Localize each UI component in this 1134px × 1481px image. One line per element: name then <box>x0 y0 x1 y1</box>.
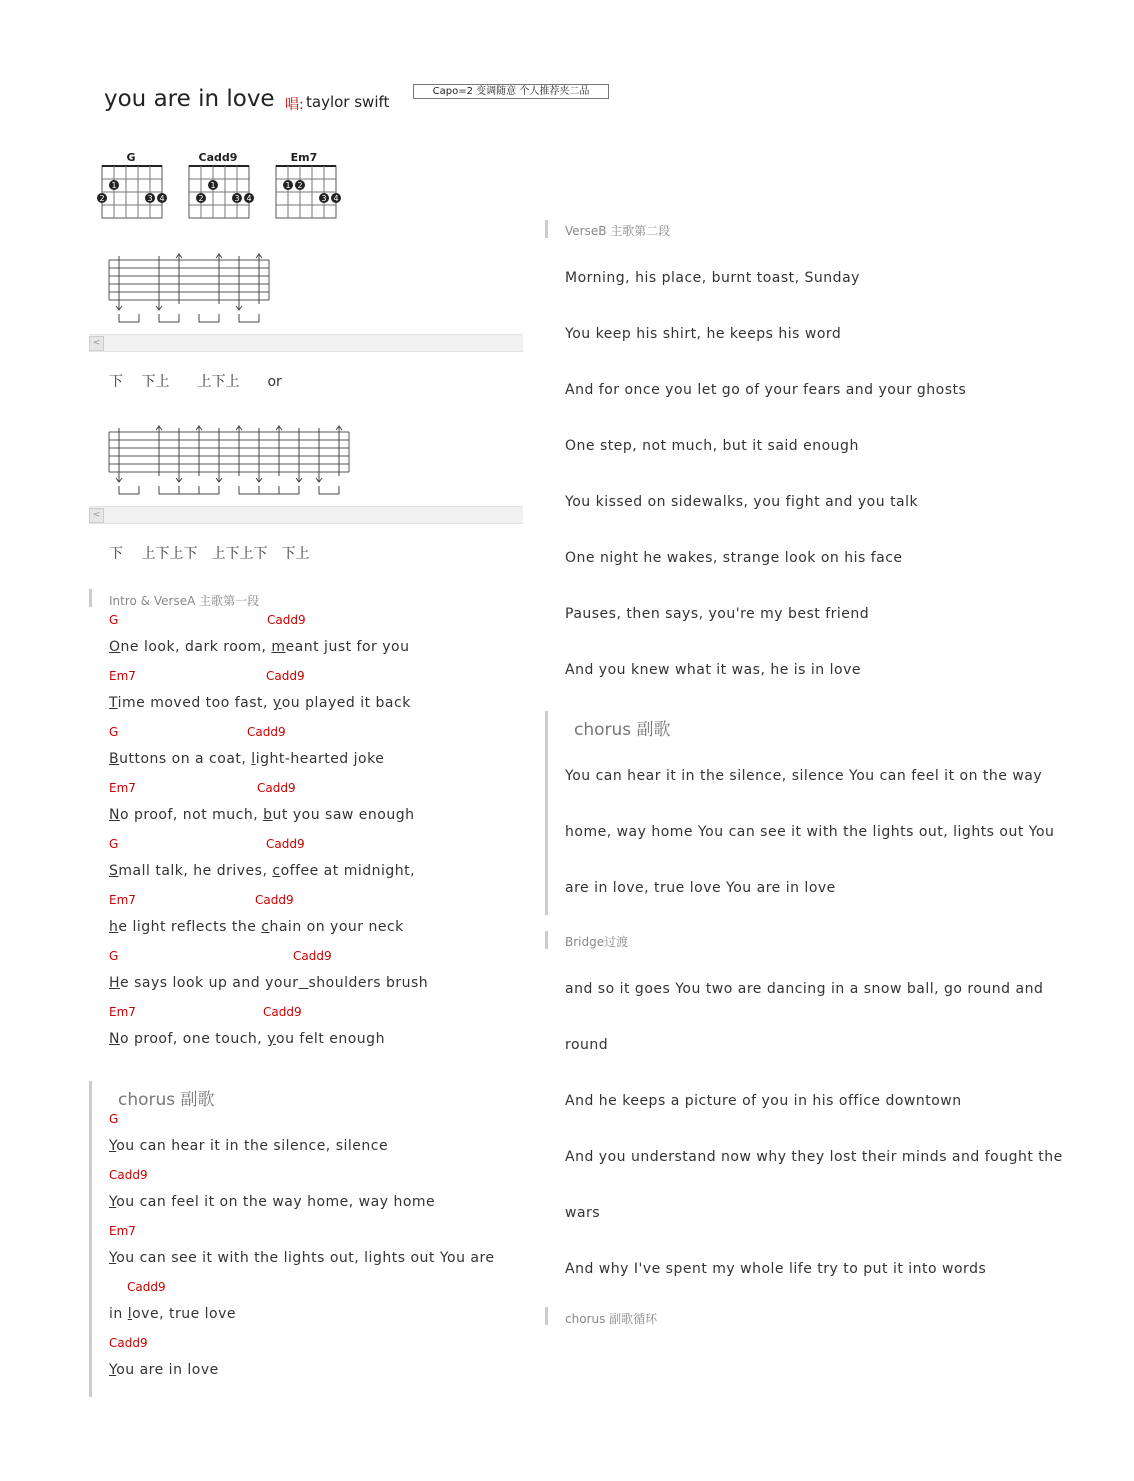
lyric-line: You keep his shirt, he keeps his word <box>565 326 842 342</box>
lyric-line: home, way home You can see it with the lights out, lights out You <box>565 824 1055 840</box>
lyric-line: And you understand now why they lost their minds and fought the <box>565 1149 1063 1165</box>
section-header-chorus-loop: chorus 副歌循环 <box>565 1312 658 1326</box>
lyric-line: No proof, one touch, you felt enough <box>109 1031 385 1047</box>
lyric-line: You can hear it in the silence, silence <box>109 1138 389 1154</box>
chord-label: Em7 <box>109 1005 136 1019</box>
chord-label: Cadd9 <box>263 1005 302 1019</box>
lyric-line: You can feel it on the way home, way home <box>109 1194 436 1210</box>
lyric-line: And why I've spent my whole life try to put it into words <box>565 1261 987 1277</box>
section-header-verse-a: Intro & VerseA 主歌第一段 <box>109 594 260 608</box>
lyric-line: are in love, true love You are in love <box>565 880 836 896</box>
section-bar <box>545 220 548 238</box>
lyric-line: wars <box>565 1205 601 1221</box>
chord-label: Cadd9 <box>267 613 306 627</box>
svg-text:3: 3 <box>234 194 240 203</box>
chord-label: Em7 <box>109 1224 136 1238</box>
scrollbar-1[interactable] <box>89 334 523 352</box>
chord-label: Cadd9 <box>293 949 332 963</box>
chord-label: G <box>109 837 119 851</box>
chord-label: Em7 <box>109 669 136 683</box>
capo-note: Capo=2 变调随意 个人推荐夹二品 <box>413 84 609 99</box>
section-bar <box>545 1307 548 1325</box>
scrollbar-2[interactable] <box>89 506 523 524</box>
scroll-left-button-2[interactable]: < <box>89 508 104 523</box>
section-header-chorus: chorus 副歌 <box>118 1090 215 1110</box>
chord-label: G <box>109 1112 119 1126</box>
chord-label: Cadd9 <box>255 893 294 907</box>
lyric-line: Buttons on a coat, light-hearted joke <box>109 751 385 767</box>
chord-label: Cadd9 <box>247 725 286 739</box>
chord-diagram-g <box>97 166 167 218</box>
chord-diagram-cadd9 <box>189 166 254 218</box>
lyric-line: One step, not much, but it said enough <box>565 438 859 454</box>
chord-label: G <box>109 613 119 627</box>
svg-text:4: 4 <box>333 194 339 203</box>
chord-diagram-em7 <box>276 166 341 218</box>
lyric-line: And for once you let go of your fears and your ghosts <box>565 382 967 398</box>
svg-text:1: 1 <box>210 181 216 190</box>
strum-pattern-1 <box>104 252 274 328</box>
lyric-line: round <box>565 1037 609 1053</box>
singer-name: taylor swift <box>306 93 390 111</box>
svg-text:2: 2 <box>99 194 105 203</box>
chord-label: G <box>109 725 119 739</box>
lyric-line: Pauses, then says, you're my best friend <box>565 606 870 622</box>
svg-text:1: 1 <box>111 181 117 190</box>
song-title: you are in love <box>104 86 275 112</box>
lyric-line: and so it goes You two are dancing in a snow ball, go round and <box>565 981 1044 997</box>
lyric-line: No proof, not much, but you saw enough <box>109 807 415 823</box>
lyric-line: You can hear it in the silence, silence You can feel it on the way <box>565 768 1043 784</box>
chord-label: Cadd9 <box>266 837 305 851</box>
chord-label: Cadd9 <box>109 1168 148 1182</box>
chord-label: Cadd9 <box>109 1336 148 1350</box>
lyric-line: he light reflects the chain on your neck <box>109 919 404 935</box>
chord-diagrams <box>94 162 354 222</box>
svg-text:2: 2 <box>198 194 204 203</box>
strum-text-2: 下 上下上下 上下上下 下上 <box>109 546 310 562</box>
singer-label: 唱: <box>285 97 304 113</box>
svg-text:4: 4 <box>246 194 252 203</box>
chord-label: Cadd9 <box>127 1280 166 1294</box>
lyric-line: You kissed on sidewalks, you fight and you talk <box>565 494 919 510</box>
chord-label: Cadd9 <box>257 781 296 795</box>
section-header-verse-b: VerseB 主歌第二段 <box>565 224 671 238</box>
svg-text:2: 2 <box>297 181 303 190</box>
chord-label: G <box>109 949 119 963</box>
svg-text:3: 3 <box>321 194 327 203</box>
section-header-chorus-right: chorus 副歌 <box>574 720 671 740</box>
chord-name-g: G <box>126 151 136 164</box>
svg-text:3: 3 <box>147 194 153 203</box>
section-bar <box>545 711 548 915</box>
lyric-line: He says look up and your shoulders brush <box>109 975 429 991</box>
section-bar <box>89 589 92 607</box>
lyric-line: Small talk, he drives, coffee at midnight, <box>109 863 416 879</box>
lyric-line: One night he wakes, strange look on his face <box>565 550 903 566</box>
chord-label: Cadd9 <box>266 669 305 683</box>
lyric-line: Time moved too fast, you played it back <box>109 695 411 711</box>
strum-pattern-2 <box>104 424 354 500</box>
chord-label: Em7 <box>109 781 136 795</box>
section-header-bridge: Bridge过渡 <box>565 935 629 949</box>
scroll-left-button[interactable]: < <box>89 336 104 351</box>
lyric-line: in love, true love <box>109 1306 237 1322</box>
lyric-line: One look, dark room, meant just for you <box>109 639 410 655</box>
chord-name-em7: Em7 <box>290 151 318 164</box>
lyric-line: You are in love <box>109 1362 219 1378</box>
chord-label: Em7 <box>109 893 136 907</box>
svg-text:4: 4 <box>159 194 165 203</box>
chord-name-cadd9: Cadd9 <box>198 151 238 164</box>
lyric-line: You can see it with the lights out, lights out You are <box>109 1250 495 1266</box>
lyric-line: And you knew what it was, he is in love <box>565 662 861 678</box>
section-bar <box>89 1081 92 1397</box>
lyric-line: Morning, his place, burnt toast, Sunday <box>565 270 860 286</box>
svg-text:1: 1 <box>285 181 291 190</box>
lyric-line: And he keeps a picture of you in his office downtown <box>565 1093 962 1109</box>
strum-text-1: 下 下上 上下上 or <box>109 374 282 390</box>
section-bar <box>545 931 548 949</box>
